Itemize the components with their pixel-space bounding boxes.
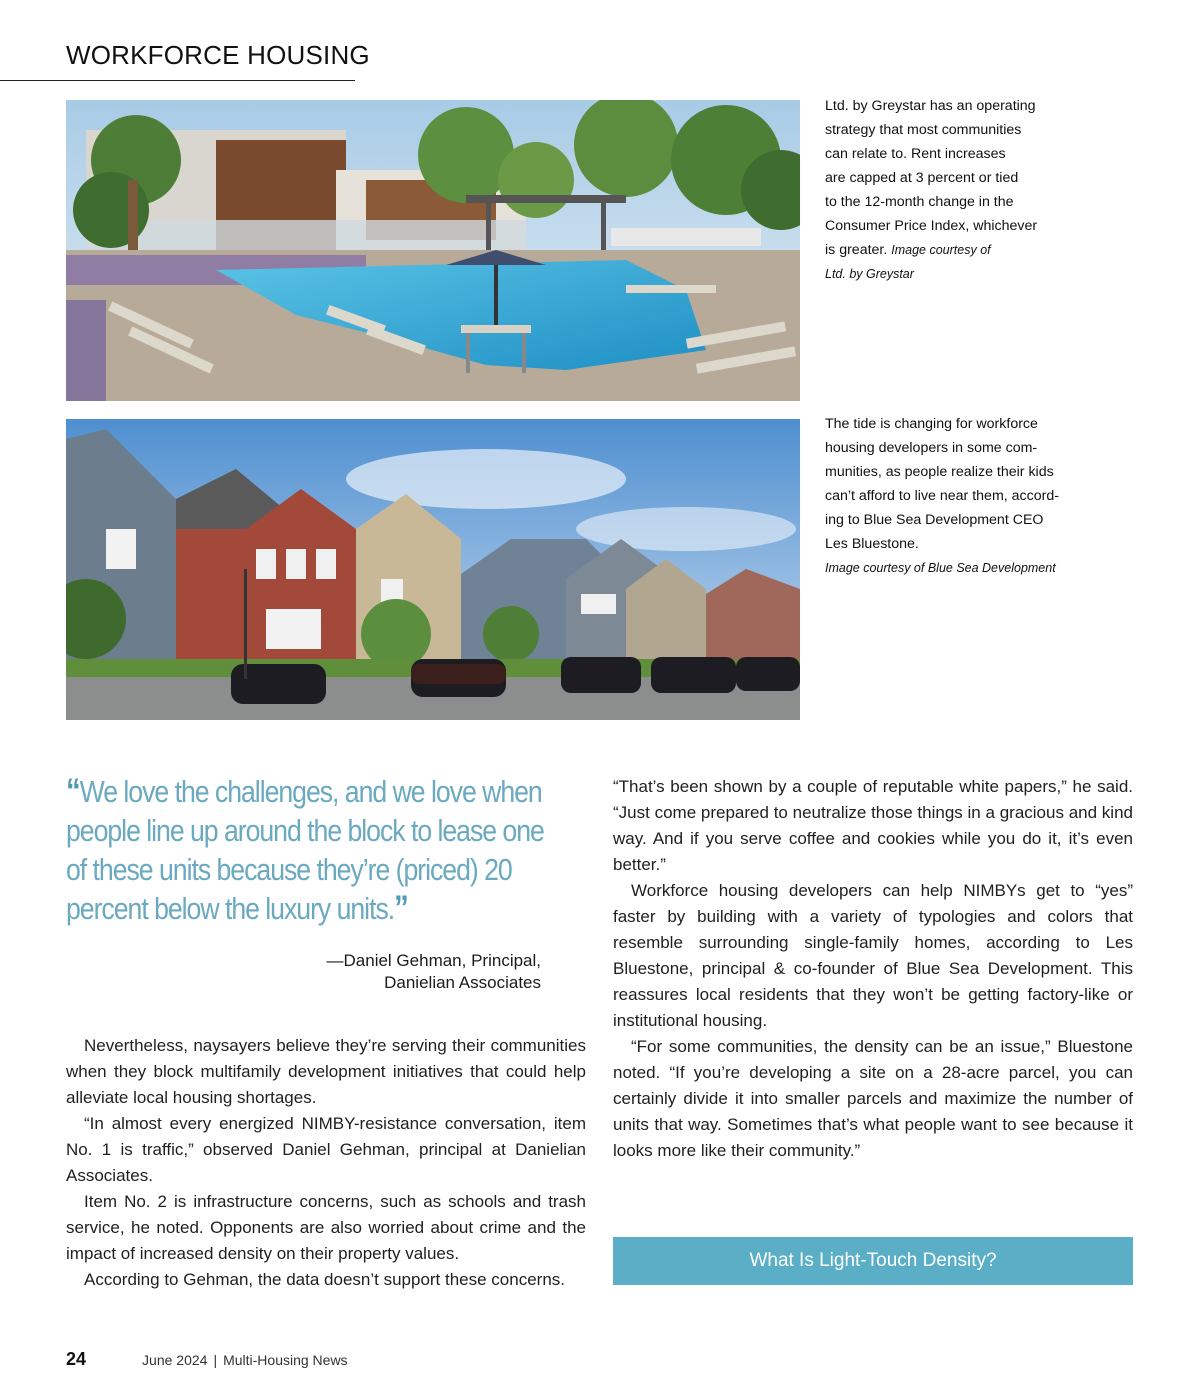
section-title: WORKFORCE HOUSING bbox=[66, 40, 370, 70]
pull-quote bbox=[66, 772, 548, 928]
footer-separator: | bbox=[213, 1352, 218, 1368]
body-column-right bbox=[613, 774, 1133, 1164]
sidebar-title: What Is Light-Touch Density? bbox=[749, 1250, 997, 1271]
body-paragraph: “That’s been shown by a couple of reputable white papers,” he said. “Just come prepared to neutralize those things in a gracious and kind way. And if you serve coffee and cookies while you do it, it’s even better.” bbox=[613, 777, 1133, 874]
caption-line: is greater. bbox=[825, 242, 888, 258]
caption-line: can’t afford to live near them, accord- bbox=[825, 488, 1059, 504]
caption-line: ing to Blue Sea Development CEO bbox=[825, 512, 1044, 528]
caption-line: can relate to. Rent increases bbox=[825, 146, 1006, 162]
caption-line: housing developers in some com- bbox=[825, 440, 1038, 456]
pull-quote-text: We love the challenges, and we love when people line up around the block to lease one of these units because they’re (priced) 20 percent below the luxury units. bbox=[66, 774, 544, 926]
body-column-left bbox=[66, 1033, 586, 1293]
close-quote-mark: ” bbox=[394, 889, 408, 927]
photo-caption-1 bbox=[825, 94, 1125, 286]
townhome-community-photo bbox=[66, 419, 800, 720]
pool-amenity-photo bbox=[66, 100, 800, 401]
open-quote-mark: “ bbox=[66, 772, 80, 810]
image-credit: Image courtesy of Blue Sea Development bbox=[825, 561, 1056, 575]
caption-line: munities, as people realize their kids bbox=[825, 464, 1054, 480]
body-paragraph: Nevertheless, naysayers believe they’re serving their communities when they block multifamily development initiatives that could help alleviate local housing shortages. bbox=[66, 1036, 586, 1107]
attribution-line: —Daniel Gehman, Principal, bbox=[326, 951, 541, 970]
image-credit: Image courtesy of bbox=[891, 243, 991, 257]
caption-line: are capped at 3 percent or tied bbox=[825, 170, 1019, 186]
issue-date: June 2024 bbox=[142, 1352, 208, 1368]
caption-line: Les Bluestone. bbox=[825, 536, 919, 552]
sidebar-heading bbox=[613, 1237, 1133, 1285]
section-divider bbox=[0, 80, 355, 81]
body-paragraph: “In almost every energized NIMBY-resistance conversation, item No. 1 is traffic,” observed Daniel Gehman, principal at Danielian Associates. bbox=[66, 1114, 586, 1185]
publication-name: Multi-Housing News bbox=[223, 1352, 348, 1368]
caption-line: The tide is changing for workforce bbox=[825, 416, 1038, 432]
attribution-line: Danielian Associates bbox=[384, 973, 541, 992]
caption-line: strategy that most communities bbox=[825, 122, 1022, 138]
caption-line: Ltd. by Greystar has an operating bbox=[825, 98, 1036, 114]
body-paragraph: “For some communities, the density can be an issue,” Bluestone noted. “If you’re developing a site on a 28-acre parcel, you can certainly divide it into smaller parcels and maximize the number of units that way. Sometimes that’s what people want to see because it looks more like their community.” bbox=[613, 1037, 1133, 1160]
image-credit: Ltd. by Greystar bbox=[825, 267, 914, 281]
body-paragraph: According to Gehman, the data doesn’t support these concerns. bbox=[84, 1270, 566, 1289]
caption-line: Consumer Price Index, whichever bbox=[825, 218, 1038, 234]
pull-quote-attribution bbox=[300, 950, 541, 994]
page-number: 24 bbox=[66, 1349, 87, 1369]
body-paragraph: Item No. 2 is infrastructure concerns, such as schools and trash service, he noted. Opponents are also worried about crime and the impact of increased density on their property values. bbox=[66, 1192, 586, 1263]
body-paragraph: Workforce housing developers can help NIMBYs get to “yes” faster by building with a variety of typologies and colors that resemble surrounding single-family homes, according to Les Bluestone, principal & co-founder of Blue Sea Development. This reassures local residents that they won’t be getting factory-like or institutional housing. bbox=[613, 881, 1133, 1030]
caption-line: to the 12-month change in the bbox=[825, 194, 1014, 210]
page-footer bbox=[66, 1349, 348, 1370]
photo-caption-2 bbox=[825, 412, 1125, 580]
